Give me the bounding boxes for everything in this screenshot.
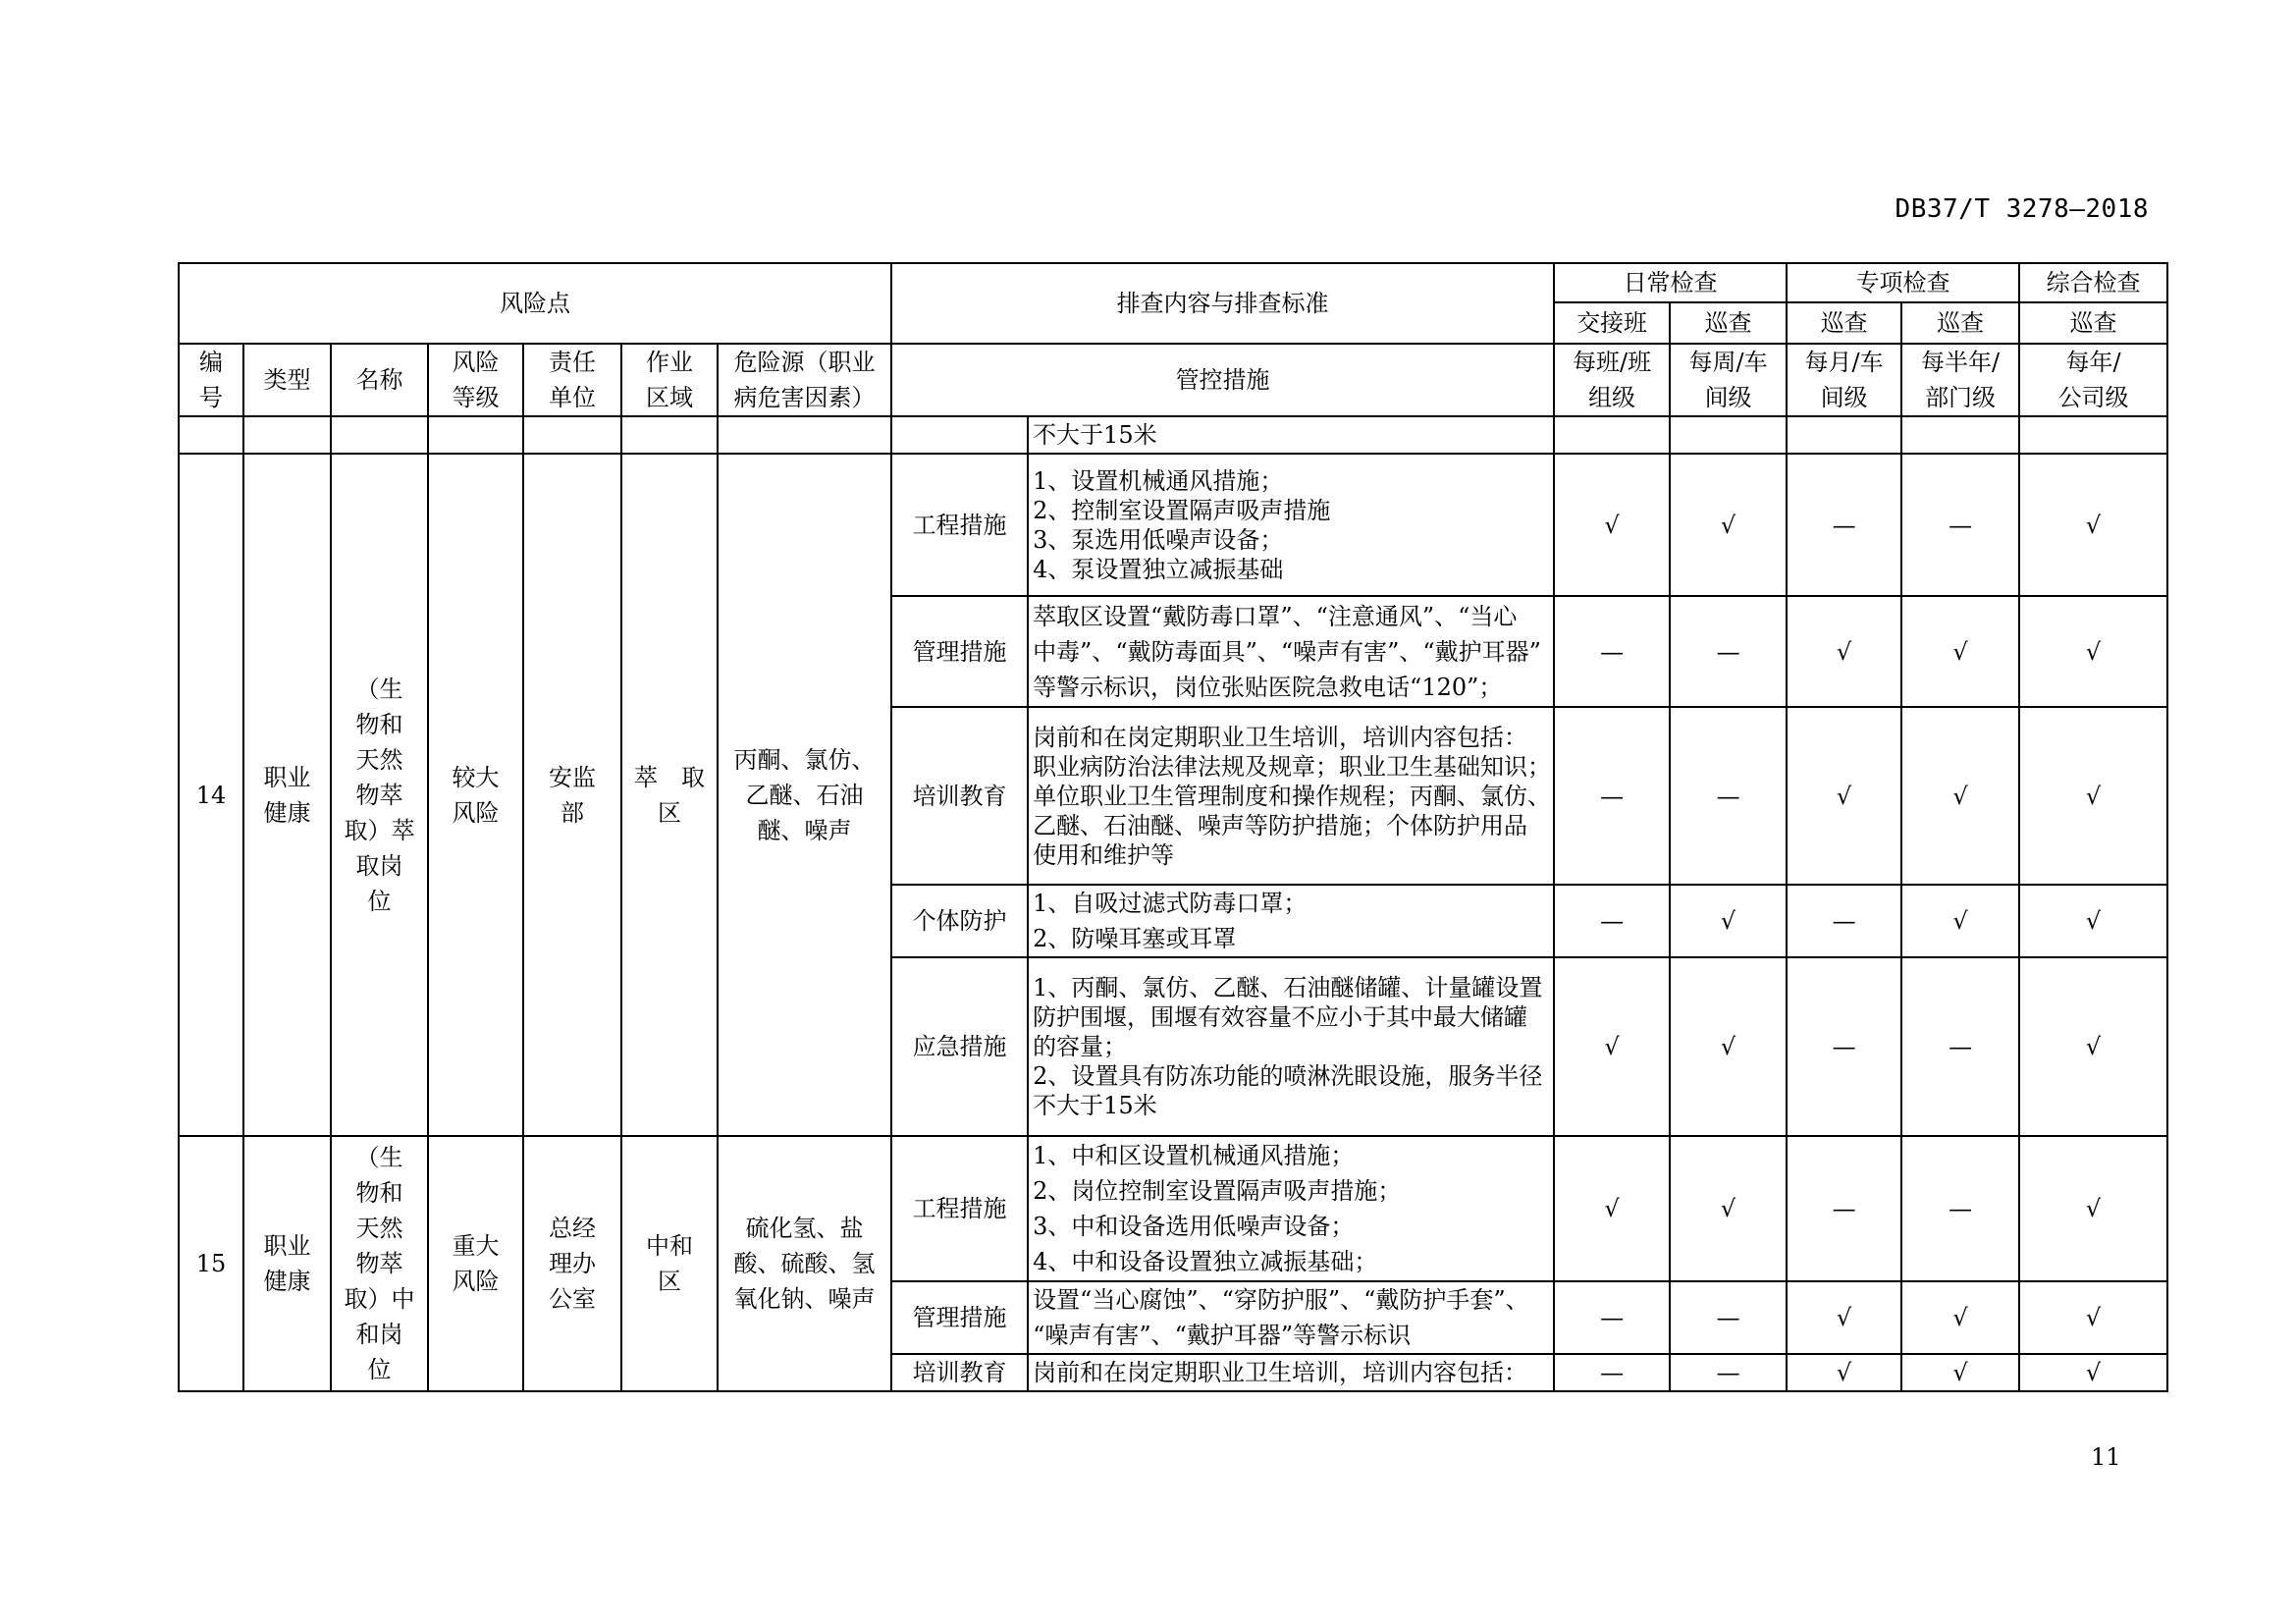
check-mark: —: [1670, 1281, 1787, 1354]
check-mark: √: [2019, 957, 2167, 1136]
check-mark: √: [1901, 707, 2019, 885]
check-mark: √: [2019, 1136, 2167, 1281]
check-mark: √: [2019, 885, 2167, 957]
header-patrol: 巡查: [1670, 302, 1787, 344]
hazard-source: 丙酮、氯仿、 乙醚、石油 醚、噪声: [718, 454, 891, 1136]
header-col-measures: 管控措施: [891, 344, 1554, 416]
header-risk-point: 风险点: [179, 263, 891, 344]
check-mark: —: [1787, 454, 1901, 596]
check-mark: √: [2019, 1354, 2167, 1391]
header-handover: 交接班: [1554, 302, 1670, 344]
header-inspection-content: 排查内容与排查标准: [891, 263, 1554, 344]
risk-name: （生 物和 天然 物萃 取）萃 取岗 位: [331, 454, 428, 1136]
measure-category: 应急措施: [891, 957, 1028, 1136]
check-mark: —: [1787, 957, 1901, 1136]
check-mark: —: [1554, 1281, 1670, 1354]
header-comprehensive-check: 综合检查: [2019, 263, 2167, 302]
measure-category: 工程措施: [891, 454, 1028, 596]
header-col-area: 作业 区域: [621, 344, 718, 416]
header-freq-year: 每年/ 公司级: [2019, 344, 2167, 416]
check-mark: —: [1670, 596, 1787, 707]
header-col-level: 风险 等级: [428, 344, 523, 416]
check-mark: √: [1901, 1281, 2019, 1354]
risk-level: 较大 风险: [428, 454, 523, 1136]
header-col-no: 编 号: [179, 344, 243, 416]
check-mark: —: [1670, 1354, 1787, 1391]
continuation-row: [179, 416, 2167, 454]
continuation-text: 不大于15米: [1028, 416, 1554, 454]
page-number: 11: [2091, 1443, 2121, 1471]
header-patrol: 巡查: [1787, 302, 1901, 344]
header-patrol: 巡查: [1901, 302, 2019, 344]
work-area: 萃 取 区: [621, 454, 718, 1136]
measure-detail: 1、自吸过滤式防毒口罩； 2、防噪耳塞或耳罩: [1028, 885, 1554, 957]
measure-category: 管理措施: [891, 1281, 1028, 1354]
check-mark: —: [1554, 596, 1670, 707]
header-freq-month: 每月/车 间级: [1787, 344, 1901, 416]
hazard-source: 硫化氢、盐 酸、硫酸、氢 氧化钠、噪声: [718, 1136, 891, 1391]
measure-detail: 1、丙酮、氯仿、乙醚、石油醚储罐、计量罐设置 防护围堰，围堰有效容量不应小于其中最大储罐 的容量； 2、设置具有防冻功能的喷淋洗眼设施，服务半径 不大于15米: [1028, 957, 1554, 1136]
check-mark: √: [2019, 596, 2167, 707]
risk-no: 14: [179, 454, 243, 1136]
header-col-unit: 责任 单位: [523, 344, 621, 416]
check-mark: √: [1901, 885, 2019, 957]
measure-category: 培训教育: [891, 707, 1028, 885]
check-mark: —: [1670, 707, 1787, 885]
responsible-unit: 总经 理办 公室: [523, 1136, 621, 1391]
table-row: [179, 454, 2167, 596]
check-mark: —: [1787, 885, 1901, 957]
check-mark: √: [1787, 596, 1901, 707]
check-mark: √: [1554, 1136, 1670, 1281]
check-mark: √: [1554, 957, 1670, 1136]
check-mark: —: [1901, 957, 2019, 1136]
check-mark: —: [1901, 454, 2019, 596]
check-mark: —: [1901, 1136, 2019, 1281]
check-mark: √: [2019, 454, 2167, 596]
check-mark: √: [1554, 454, 1670, 596]
table-row: [179, 1136, 2167, 1281]
measure-category: 个体防护: [891, 885, 1028, 957]
measure-detail: 1、中和区设置机械通风措施； 2、岗位控制室设置隔声吸声措施； 3、中和设备选用低噪声设备； 4、中和设备设置独立减振基础；: [1028, 1136, 1554, 1281]
measure-detail: 萃取区设置“戴防毒口罩”、“注意通风”、“当心 中毒”、“戴防毒面具”、“噪声有害”、“戴护耳器” 等警示标识，岗位张贴医院急救电话“120”；: [1028, 596, 1554, 707]
risk-inspection-table: [178, 262, 2168, 1392]
check-mark: √: [1670, 454, 1787, 596]
check-mark: √: [1670, 1136, 1787, 1281]
check-mark: √: [2019, 707, 2167, 885]
header-patrol: 巡查: [2019, 302, 2167, 344]
risk-name: （生 物和 天然 物萃 取）中 和岗 位: [331, 1136, 428, 1391]
work-area: 中和 区: [621, 1136, 718, 1391]
measure-detail: 岗前和在岗定期职业卫生培训，培训内容包括： 职业病防治法律法规及规章；职业卫生基础知识； 单位职业卫生管理制度和操作规程；丙酮、氯仿、 乙醚、石油醚、噪声等防护措施；个体防护用品 使用和维护等: [1028, 707, 1554, 885]
check-mark: —: [1554, 707, 1670, 885]
check-mark: —: [1787, 1136, 1901, 1281]
check-mark: √: [1901, 1354, 2019, 1391]
header-col-name: 名称: [331, 344, 428, 416]
check-mark: √: [2019, 1281, 2167, 1354]
header-daily-check: 日常检查: [1554, 263, 1787, 302]
measure-category: 工程措施: [891, 1136, 1028, 1281]
document-code: DB37/T 3278—2018: [1895, 194, 2149, 224]
header-special-check: 专项检查: [1787, 263, 2019, 302]
risk-no: 15: [179, 1136, 243, 1391]
header-freq-shift: 每班/班 组级: [1554, 344, 1670, 416]
header-freq-halfyear: 每半年/ 部门级: [1901, 344, 2019, 416]
check-mark: —: [1554, 885, 1670, 957]
check-mark: √: [1670, 885, 1787, 957]
risk-level: 重大 风险: [428, 1136, 523, 1391]
check-mark: √: [1670, 957, 1787, 1136]
measure-detail: 岗前和在岗定期职业卫生培训，培训内容包括：: [1028, 1354, 1554, 1391]
measure-detail: 设置“当心腐蚀”、“穿防护服”、“戴防护手套”、 “噪声有害”、“戴护耳器”等警示标识: [1028, 1281, 1554, 1354]
risk-type: 职业 健康: [243, 1136, 331, 1391]
check-mark: √: [1787, 1354, 1901, 1391]
responsible-unit: 安监 部: [523, 454, 621, 1136]
measure-category: 管理措施: [891, 596, 1028, 707]
risk-type: 职业 健康: [243, 454, 331, 1136]
check-mark: √: [1787, 1281, 1901, 1354]
check-mark: —: [1554, 1354, 1670, 1391]
check-mark: √: [1901, 596, 2019, 707]
check-mark: √: [1787, 707, 1901, 885]
header-col-type: 类型: [243, 344, 331, 416]
measure-category: 培训教育: [891, 1354, 1028, 1391]
header-freq-week: 每周/车 间级: [1670, 344, 1787, 416]
measure-detail: 1、设置机械通风措施； 2、控制室设置隔声吸声措施 3、泵选用低噪声设备； 4、泵设置独立减振基础: [1028, 454, 1554, 596]
header-col-hazard: 危险源（职业 病危害因素）: [718, 344, 891, 416]
